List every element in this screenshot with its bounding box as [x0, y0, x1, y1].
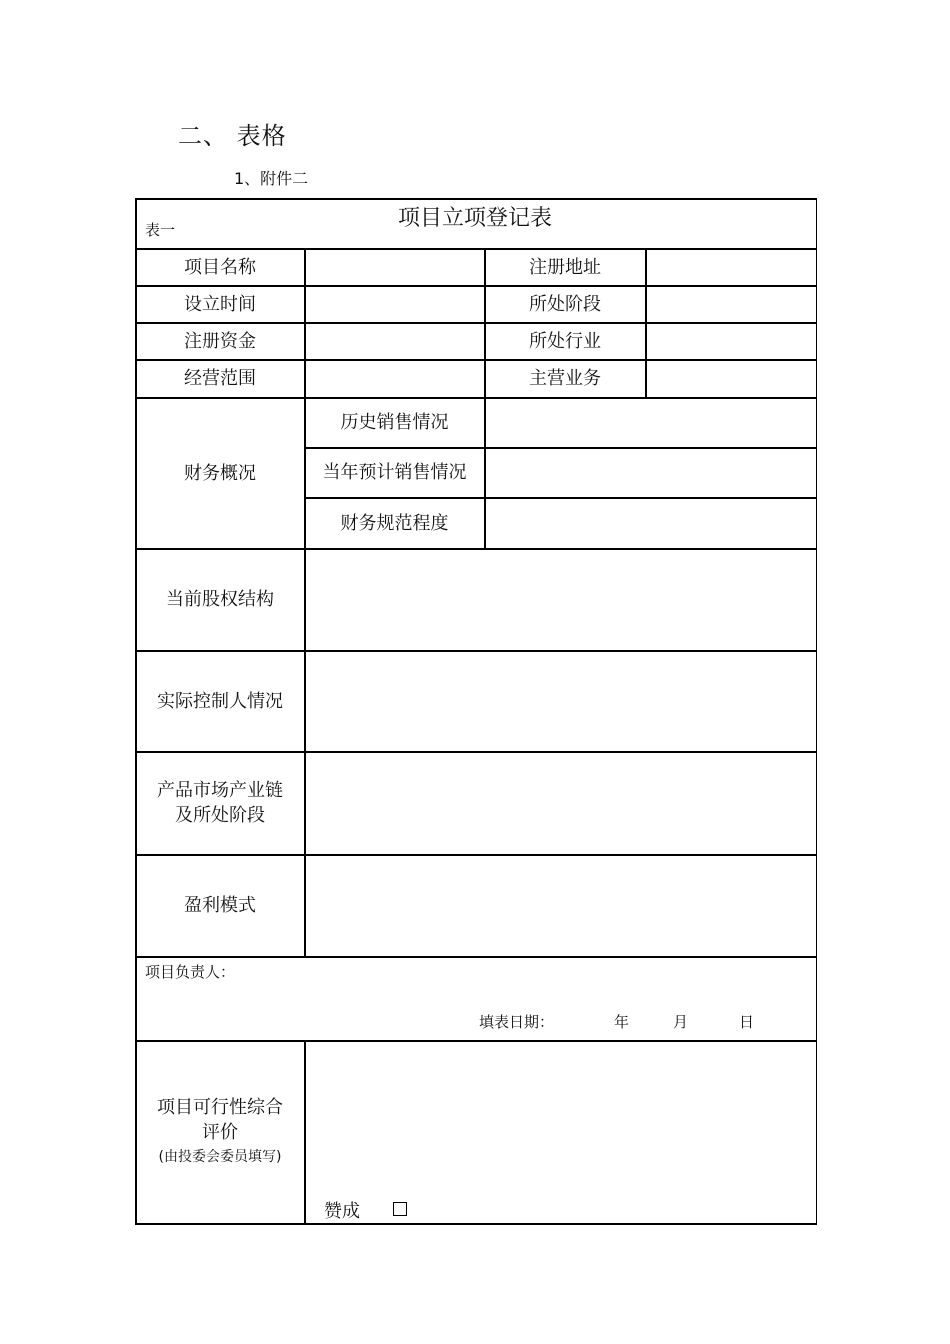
label-current-stage: 所处阶段 — [529, 293, 601, 315]
input-registered-capital[interactable] — [306, 324, 484, 359]
label-evaluation — [136, 1092, 304, 1172]
label-month: 月 — [673, 1013, 689, 1031]
border-right — [816, 198, 818, 1224]
label-approve: 赞成 — [324, 1201, 360, 1222]
input-equity-structure[interactable] — [306, 550, 815, 650]
input-product-market[interactable] — [306, 753, 815, 854]
label-finance-compliance: 财务规范程度 — [340, 512, 449, 534]
input-registered-address[interactable] — [647, 250, 815, 285]
label-project-name: 项目名称 — [184, 256, 256, 278]
label-sales-history: 历史销售情况 — [340, 412, 449, 433]
label-registered-address: 注册地址 — [529, 256, 601, 278]
label-main-business: 主营业务 — [529, 368, 601, 389]
evaluation-note: (由投委会委员填写) — [158, 1148, 282, 1165]
evaluation-line2: 评价 — [202, 1121, 238, 1143]
input-evaluation[interactable] — [306, 1042, 815, 1182]
label-profit-model: 盈利模式 — [184, 895, 256, 916]
product-market-line2: 及所处阶段 — [175, 805, 265, 826]
form-title: 项目立项登记表 — [397, 205, 552, 231]
label-actual-controller: 实际控制人情况 — [157, 690, 283, 712]
table-number: 表一 — [145, 221, 176, 239]
label-year: 年 — [614, 1013, 630, 1031]
attachment-subheading: 1、附件二 — [234, 169, 309, 188]
input-established-time[interactable] — [306, 287, 484, 322]
label-project-leader: 项目负责人： — [145, 963, 236, 981]
input-business-scope[interactable] — [306, 361, 484, 397]
input-finance-compliance[interactable] — [486, 499, 815, 548]
approve-checkbox[interactable] — [393, 1202, 407, 1216]
label-established-time: 设立时间 — [184, 293, 256, 315]
label-product-market — [136, 752, 304, 854]
input-industry[interactable] — [647, 324, 815, 359]
label-expected-sales: 当年预计销售情况 — [322, 462, 467, 483]
input-profit-model[interactable] — [306, 856, 815, 956]
label-finance-overview: 财务概况 — [184, 462, 256, 484]
section-heading: 二、 表格 — [178, 122, 287, 150]
label-industry: 所处行业 — [529, 330, 601, 352]
label-fill-date: 填表日期： — [479, 1013, 555, 1031]
input-expected-sales[interactable] — [486, 449, 815, 497]
input-actual-controller[interactable] — [306, 652, 815, 751]
label-equity-structure: 当前股权结构 — [166, 589, 274, 610]
input-sales-history[interactable] — [486, 399, 815, 447]
product-market-line1: 产品市场产业链 — [157, 780, 283, 801]
input-current-stage[interactable] — [647, 287, 815, 322]
row-divider — [135, 956, 817, 958]
label-registered-capital: 注册资金 — [184, 330, 256, 352]
input-project-name[interactable] — [306, 250, 484, 285]
input-main-business[interactable] — [647, 361, 815, 397]
label-day: 日 — [739, 1013, 755, 1031]
label-business-scope: 经营范围 — [184, 368, 256, 389]
border-bottom — [135, 1223, 817, 1225]
evaluation-line1: 项目可行性综合 — [157, 1096, 283, 1118]
